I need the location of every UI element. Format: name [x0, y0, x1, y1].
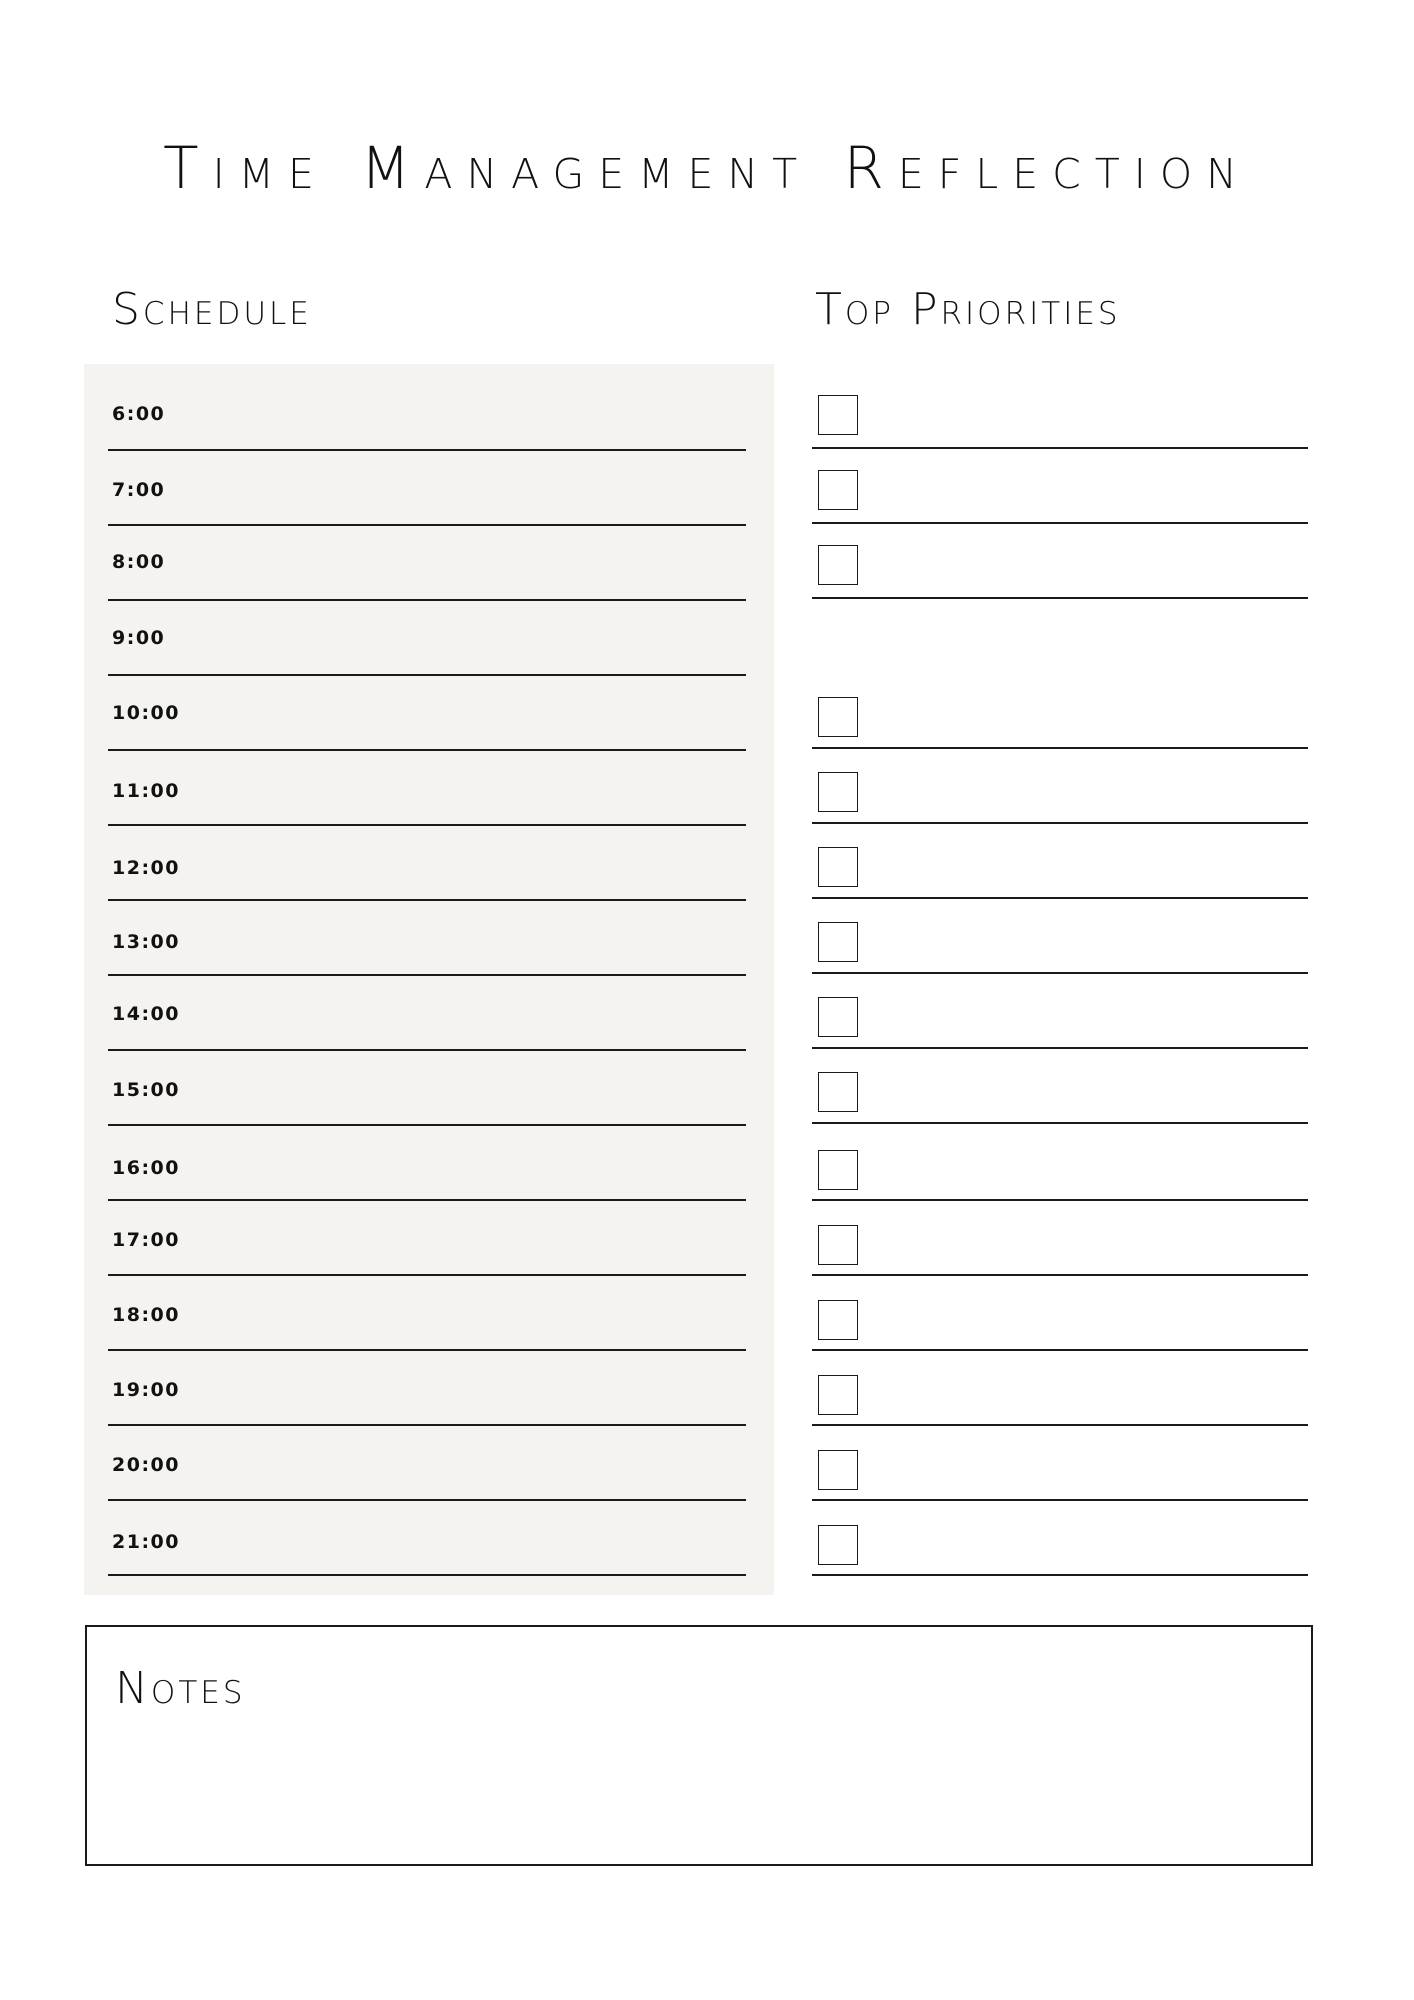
schedule-entry-line[interactable]	[108, 449, 746, 451]
notes-box[interactable]	[85, 1625, 1313, 1866]
schedule-entry-line[interactable]	[108, 599, 746, 601]
page-title: Time Management Reflection	[163, 134, 1251, 202]
priority-entry-line[interactable]	[812, 1424, 1308, 1426]
time-label: 11:00	[112, 780, 180, 802]
time-label: 17:00	[112, 1229, 180, 1251]
schedule-entry-line[interactable]	[108, 674, 746, 676]
schedule-entry-line[interactable]	[108, 1424, 746, 1426]
schedule-entry-line[interactable]	[108, 1124, 746, 1126]
priority-entry-line[interactable]	[812, 747, 1308, 749]
schedule-entry-line[interactable]	[108, 749, 746, 751]
time-label: 15:00	[112, 1079, 180, 1101]
priority-checkbox[interactable]	[818, 1525, 858, 1565]
time-label: 20:00	[112, 1454, 180, 1476]
priority-checkbox[interactable]	[818, 997, 858, 1037]
schedule-entry-line[interactable]	[108, 1574, 746, 1576]
time-label: 6:00	[112, 403, 166, 425]
notes-heading: Notes	[115, 1663, 246, 1714]
priority-checkbox[interactable]	[818, 470, 858, 510]
schedule-entry-line[interactable]	[108, 974, 746, 976]
time-label: 18:00	[112, 1304, 180, 1326]
priority-entry-line[interactable]	[812, 1499, 1308, 1501]
priority-entry-line[interactable]	[812, 1349, 1308, 1351]
priority-checkbox[interactable]	[818, 697, 858, 737]
priority-checkbox[interactable]	[818, 922, 858, 962]
time-label: 14:00	[112, 1003, 180, 1025]
priority-entry-line[interactable]	[812, 447, 1308, 449]
schedule-entry-line[interactable]	[108, 1274, 746, 1276]
schedule-entry-line[interactable]	[108, 824, 746, 826]
priority-entry-line[interactable]	[812, 1047, 1308, 1049]
priority-checkbox[interactable]	[818, 545, 858, 585]
time-label: 21:00	[112, 1531, 180, 1553]
time-label: 19:00	[112, 1379, 180, 1401]
priority-checkbox[interactable]	[818, 1072, 858, 1112]
time-label: 12:00	[112, 857, 180, 879]
priority-checkbox[interactable]	[818, 395, 858, 435]
time-label: 8:00	[112, 551, 166, 573]
schedule-entry-line[interactable]	[108, 1499, 746, 1501]
priority-checkbox[interactable]	[818, 772, 858, 812]
priority-checkbox[interactable]	[818, 1375, 858, 1415]
time-label: 13:00	[112, 931, 180, 953]
schedule-heading: Schedule	[112, 284, 312, 335]
priority-entry-line[interactable]	[812, 972, 1308, 974]
priority-checkbox[interactable]	[818, 1450, 858, 1490]
priority-entry-line[interactable]	[812, 897, 1308, 899]
priority-entry-line[interactable]	[812, 1122, 1308, 1124]
priority-entry-line[interactable]	[812, 822, 1308, 824]
priority-entry-line[interactable]	[812, 597, 1308, 599]
time-label: 10:00	[112, 702, 180, 724]
priority-entry-line[interactable]	[812, 522, 1308, 524]
priorities-heading: Top Priorities	[815, 284, 1121, 335]
priority-entry-line[interactable]	[812, 1274, 1308, 1276]
priority-checkbox[interactable]	[818, 1225, 858, 1265]
priority-entry-line[interactable]	[812, 1199, 1308, 1201]
time-label: 9:00	[112, 627, 166, 649]
priority-checkbox[interactable]	[818, 847, 858, 887]
time-label: 7:00	[112, 479, 166, 501]
schedule-entry-line[interactable]	[108, 1199, 746, 1201]
schedule-panel	[84, 364, 774, 1595]
schedule-entry-line[interactable]	[108, 1349, 746, 1351]
time-label: 16:00	[112, 1157, 180, 1179]
priority-checkbox[interactable]	[818, 1300, 858, 1340]
priority-checkbox[interactable]	[818, 1150, 858, 1190]
schedule-entry-line[interactable]	[108, 524, 746, 526]
schedule-entry-line[interactable]	[108, 899, 746, 901]
schedule-entry-line[interactable]	[108, 1049, 746, 1051]
priority-entry-line[interactable]	[812, 1574, 1308, 1576]
